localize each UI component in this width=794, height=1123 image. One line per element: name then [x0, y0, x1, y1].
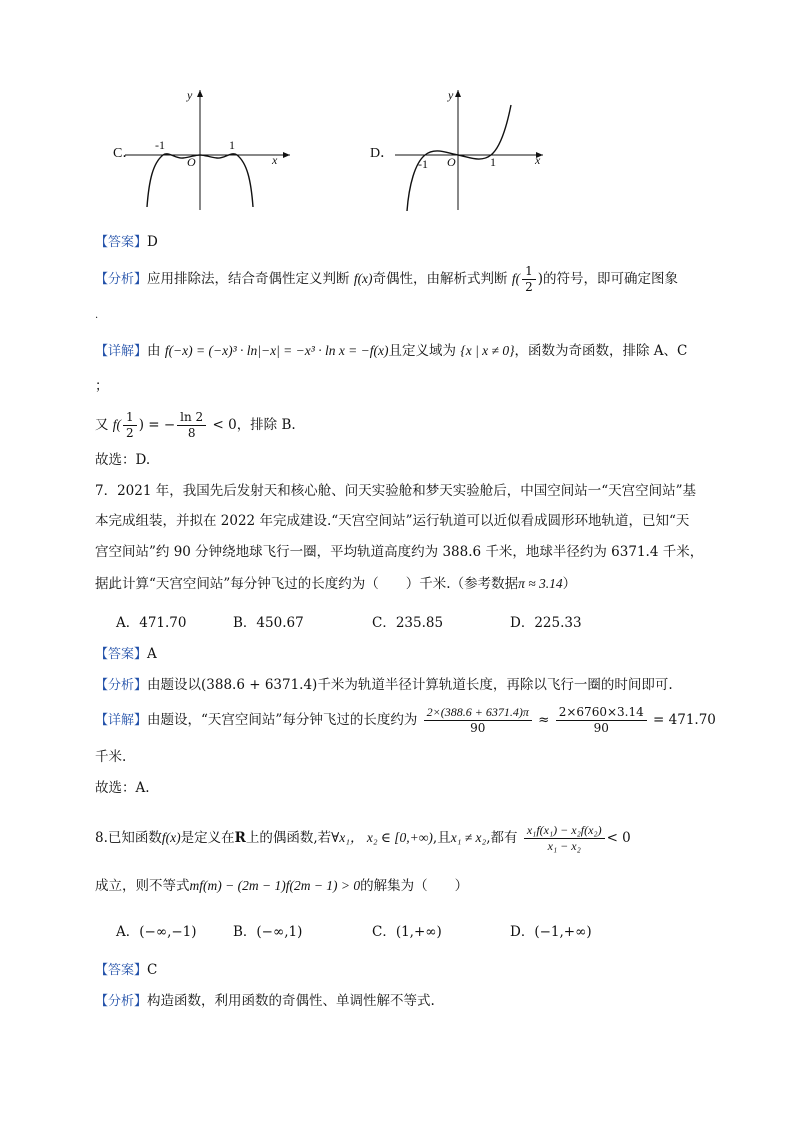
- q7-stem-3: 宫空间站”约 90 分钟绕地球飞行一圈，平均轨道高度约为 388.6 千米，地球半径约为 6371.4 千米，: [95, 544, 704, 560]
- option-d-label: D．: [370, 146, 395, 161]
- q7-stem-2: 本完成组装，并拟在 2022 年完成建设.“天宫空间站”运行轨道可以近似看成圆形环地轨道，已知“天: [95, 513, 690, 529]
- graph-c-y-arrow: [197, 90, 203, 97]
- graph-c-origin: O: [187, 155, 196, 169]
- q7-stem-4: 据此计算“天宫空间站”每分钟飞过的长度约为（ ）千米.（参考数据π ≈ 3.14）: [95, 576, 577, 592]
- q7-conclusion: 故选：A.: [95, 780, 150, 796]
- q7-fraction-1: $\frac{2\times(388.6 + 6371.4)\pi}{90}$: [424, 705, 532, 736]
- graph-d-y-label: y: [448, 88, 454, 102]
- q6-formula: f(−x) = (−x)³ · ln|−x| = −x³ · ln x = −f(x): [164, 343, 389, 358]
- q8-option-b: B．(−∞,1): [233, 924, 303, 940]
- q6-detail-semicolon: ；: [95, 378, 109, 394]
- q7-stem-1: 7．2021 年，我国先后发射天和核心舱、问天实验舱和梦天实验舱后，中国空间站一“天宫空间站”基: [95, 483, 697, 499]
- graph-c-tick-pos: 1: [229, 138, 235, 152]
- q6-conclusion: 故选：D.: [95, 452, 151, 468]
- q8-option-d: D．(−1,+∞): [510, 924, 592, 940]
- q7-option-c: C．235.85: [372, 615, 444, 631]
- q8-answer: 【答案】C: [95, 962, 158, 978]
- graph-c-x-arrow: [283, 152, 290, 158]
- q6-answer: [95, 232, 158, 253]
- analysis-tag: 【分析】: [95, 272, 148, 287]
- q7-option-b: B．450.67: [233, 615, 304, 631]
- q7-detail: 【详解】由题设，“天宫空间站”每分钟飞过的长度约为 $\frac{2\times(388.6 + 6371.4)\pi}{90}$ ≈ $\frac{2\times 6760\times 3.14}{90}$ = 471.70: [95, 705, 716, 735]
- detail-tag: 【详解】: [95, 344, 148, 359]
- q7-fraction-2: $\frac{2\times 6760\times 3.14}{90}$: [556, 705, 647, 736]
- q7-option-d: D．225.33: [510, 615, 582, 631]
- graph-d-y-arrow: [455, 90, 461, 97]
- option-c-label: C．: [113, 146, 137, 161]
- graph-c: [125, 85, 295, 215]
- graph-d: [395, 85, 550, 215]
- q8-stem-1: 8.已知函数f(x)是定义在R上的偶函数,若∀x₁， x₂ ∈ [0,+∞),且x₁ ≠ x₂,都有 $\frac{\text{x₁f(x₁) − x₂f(x₂)}}{\text{x₁ − x₂}}$ < 0: [95, 823, 631, 853]
- fraction-half: $\frac{1}{2}$: [522, 264, 536, 295]
- q7-option-a: A．471.70: [116, 615, 187, 631]
- graph-d-tick-neg: -1: [418, 157, 428, 171]
- graph-c-x-label: x: [272, 153, 278, 167]
- q8-fraction: $\frac{\text{x₁f(x₁) − x₂f(x₂)}}{\text{x₁ − x₂}}$: [524, 823, 605, 854]
- q7-detail-unit: 千米.: [95, 749, 127, 765]
- q8-option-c: C．(1,+∞): [372, 924, 442, 940]
- q6-analysis-dot: .: [95, 310, 99, 321]
- q8-option-a: A．(−∞,−1): [116, 924, 197, 940]
- q6-analysis: 【分析】应用排除法，结合奇偶性定义判断 f(x)奇偶性，由解析式判断 f( $\frac{1}{2}$ )的符号，即可确定图象: [95, 264, 679, 294]
- answer-value: D: [147, 234, 158, 250]
- answer-tag: 【答案】: [95, 235, 148, 250]
- graph-d-origin: O: [447, 155, 456, 169]
- q7-analysis: 【分析】由题设以(388.6 + 6371.4)千米为轨道半径计算轨道长度，再除以飞行一圈的时间即可.: [95, 677, 673, 693]
- q8-stem-2: 成立，则不等式mf(m) − (2m − 1)f(2m − 1) > 0的解集为（ ）: [95, 878, 469, 894]
- q6-detail: 【详解】由 f(−x) = (−x)³ · ln|−x| = −x³ · ln x = −f(x)且定义域为 {x | x ≠ 0}，函数为奇函数，排除 A、C: [95, 343, 688, 359]
- graph-c-y-label: y: [187, 88, 193, 102]
- graph-d-x-label: x: [535, 153, 541, 167]
- graph-c-tick-neg: -1: [155, 138, 165, 152]
- q6-detail-2: 又 f( $\frac{1}{2}$ ) = − $\frac{\ln 2}{8}$ < 0，排除 B.: [95, 410, 296, 440]
- q7-answer: 【答案】A: [95, 646, 157, 662]
- graph-d-tick-pos: 1: [490, 155, 496, 169]
- q8-analysis: 【分析】构造函数，利用函数的奇偶性、单调性解不等式.: [95, 993, 435, 1009]
